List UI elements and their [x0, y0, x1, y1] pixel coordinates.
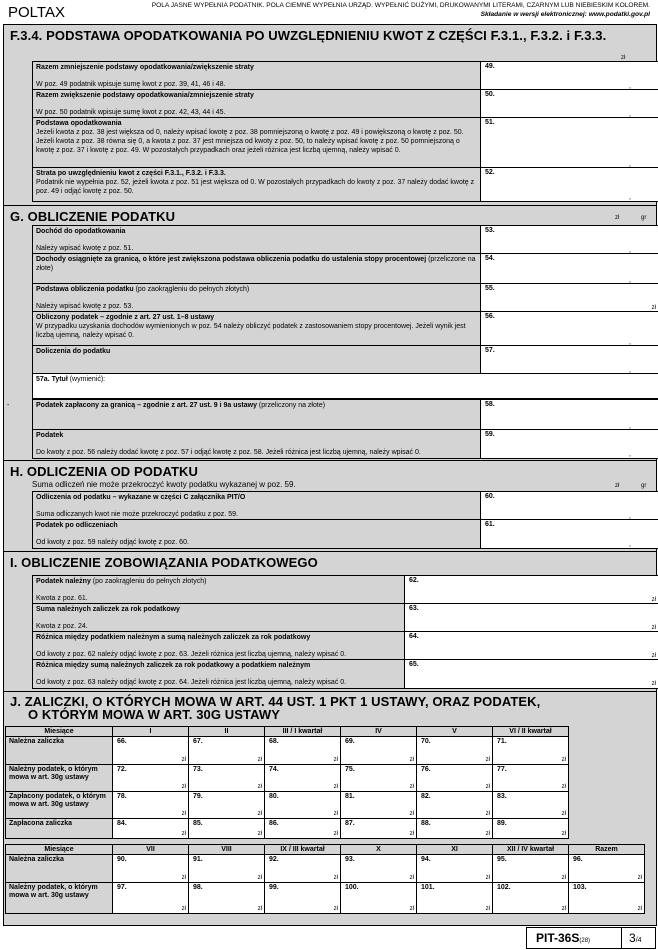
field-number: 66.: [117, 738, 127, 745]
unit-zl-label: zł: [651, 653, 656, 659]
decimal-comma: ,: [629, 277, 631, 284]
section-j: [3, 691, 657, 926]
advances-table: [5, 726, 569, 839]
amount-input[interactable]: [113, 819, 189, 839]
amount-input[interactable]: [481, 346, 658, 374]
amount-input[interactable]: [417, 819, 493, 839]
row-label: Dochód do opodatkowania: [36, 228, 126, 235]
form-row: [32, 519, 658, 549]
section-h-subtitle: Suma odliczeń nie może przekroczyć kwoty podatku wykazanej w poz. 59.: [32, 480, 296, 489]
section-g-title: G. OBLICZENIE PODATKU: [10, 209, 176, 224]
field-number: 61.: [485, 521, 495, 528]
decimal-comma: ,: [629, 541, 631, 548]
unit-zl-label: zł: [637, 875, 642, 881]
field-number: 103.: [573, 884, 587, 891]
row-instruction: Suma odliczanych kwot nie może przekroczyć podatku z poz. 59.: [36, 511, 238, 518]
form-row: [32, 253, 658, 285]
unit-zl-label: zł: [333, 811, 338, 817]
header-month: Razem: [569, 845, 645, 855]
unit-zl-label: zł: [333, 906, 338, 912]
unit-zl-label: zł: [485, 757, 490, 763]
field-number: 97.: [117, 884, 127, 891]
amount-input[interactable]: [481, 90, 658, 118]
unit-zl-label: zł: [561, 906, 566, 912]
amount-input[interactable]: [481, 284, 658, 312]
field-number: 60.: [485, 493, 495, 500]
unit-gr-label: gr: [641, 483, 647, 489]
amount-input[interactable]: [189, 855, 265, 883]
header-month: X: [341, 845, 417, 855]
row-label: Obliczony podatek – zgodnie z art. 27 ust. 1–8 ustawy: [36, 314, 215, 321]
amount-input[interactable]: [265, 792, 341, 819]
field-number: 62.: [409, 577, 419, 584]
table-header-row: [6, 845, 645, 855]
header-month: II: [189, 727, 265, 737]
form-row: [32, 603, 658, 633]
header-month: VIII: [189, 845, 265, 855]
amount-input[interactable]: [481, 254, 658, 284]
header-months: Miesiące: [6, 845, 113, 855]
amount-input[interactable]: [481, 168, 658, 201]
decimal-comma: ,: [629, 194, 631, 201]
field-number: 71.: [497, 738, 507, 745]
amount-input[interactable]: [265, 737, 341, 765]
amount-input[interactable]: [189, 792, 265, 819]
field-number: 96.: [573, 856, 583, 863]
amount-input[interactable]: [265, 819, 341, 839]
row-label-note: (przeliczone na złote): [36, 256, 476, 272]
decimal-comma: ,: [629, 423, 631, 430]
amount-input[interactable]: [265, 883, 341, 914]
unit-zl-label: zł: [257, 784, 262, 790]
field-number: 50.: [485, 91, 495, 98]
unit-zl-label: zł: [621, 55, 626, 61]
row-label: Odliczenia od podatku – wykazane w części C załącznika PIT/O: [36, 494, 246, 501]
field-number: 64.: [409, 633, 419, 640]
row-label: Należny podatek, o którym mowa w art. 30g ustawy: [6, 883, 113, 914]
field-number: 49.: [485, 63, 495, 70]
row-label: Podatek po odliczeniach: [36, 522, 118, 529]
amount-input[interactable]: [481, 118, 658, 168]
row-instruction: Kwota z poz. 61.: [36, 595, 88, 602]
section-j-title-line2: O KTÓRYM MOWA W ART. 30G USTAWY: [28, 707, 281, 722]
field-number: 84.: [117, 820, 127, 827]
table-row: [6, 792, 569, 819]
form-row: [32, 491, 658, 521]
row-instruction: Jeżeli kwota z poz. 38 jest większa od 0, należy wpisać kwotę z poz. 38 pomniejszoną o kwotę z poz. 49 i powiększoną o kwotę z poz. 50. Jeżeli kwota z poz. 38 równa się 0, a kwota z poz. 37 jest mniejsza od kwoty z poz. 50, to należy wpisać kwotę z poz. 50 pomniejszoną o kwotę z poz. 37 i kwotę z poz. 49. W pozostałych przypadkach oraz jeżeli różnica jest liczbą ujemną, należy wpisać 0.: [36, 129, 464, 154]
row-description: [33, 632, 405, 660]
unit-zl-label: zł: [637, 906, 642, 912]
form-row: [32, 89, 658, 119]
field-number: 87.: [345, 820, 355, 827]
decimal-comma: ,: [629, 339, 631, 346]
form-code: [536, 931, 590, 945]
field-number: 88.: [421, 820, 431, 827]
amount-input[interactable]: [341, 819, 417, 839]
row-label: Podstawa obliczenia podatku: [36, 286, 134, 293]
field-number: 85.: [193, 820, 203, 827]
unit-zl-label: zł: [615, 483, 620, 489]
field-number: 99.: [269, 884, 279, 891]
field-number: 70.: [421, 738, 431, 745]
unit-zl-label: zł: [485, 906, 490, 912]
field-number: 95.: [497, 856, 507, 863]
amount-input[interactable]: [113, 792, 189, 819]
amount-input[interactable]: [341, 855, 417, 883]
unit-zl-label: zł: [409, 831, 414, 837]
row-instruction: Podatnik nie wypełnia poz. 52, jeżeli kwota z poz. 51 jest większa od 0. W pozostałych przypadkach do kwoty z poz. 37 należy dodać kwotę z poz. 49 i odjąć kwotę z poz. 50.: [36, 179, 475, 195]
form-row: [32, 399, 658, 431]
row-description: [33, 118, 481, 168]
row-instruction: W przypadku uzyskania dochodów wymienionych w poz. 54 należy obliczyć podatek z zastosowaniem stopy procentowej. Jeżeli wynik jest liczbą ujemną, należy wpisać 0.: [36, 323, 466, 339]
row-label: Podatek należny: [36, 578, 91, 585]
amount-input[interactable]: [113, 883, 189, 914]
row-label: Strata po uwzględnieniu kwot z części F.3.1., F.3.2. i F.3.3.: [36, 170, 226, 177]
amount-input[interactable]: [405, 604, 658, 632]
unit-zl-label: zł: [561, 831, 566, 837]
unit-zl-label: zł: [485, 784, 490, 790]
unit-zl-label: zł: [181, 906, 186, 912]
unit-zl-label: zł: [181, 784, 186, 790]
row-instruction: Od kwoty z poz. 63 należy odjąć kwotę z poz. 64. Jeżeli różnica jest liczbą ujemną, należy wpisać 0.: [36, 679, 347, 686]
field-number: 102.: [497, 884, 511, 891]
row-label: Podstawa opodatkowania: [36, 120, 122, 127]
field-number: 94.: [421, 856, 431, 863]
field-number: 80.: [269, 793, 279, 800]
amount-input[interactable]: [341, 883, 417, 914]
row-description: [33, 430, 481, 458]
page-total: /4: [635, 937, 642, 944]
unit-zl-label: zł: [561, 875, 566, 881]
unit-zl-label: zł: [651, 305, 656, 311]
form-name: PIT-36S: [536, 931, 580, 945]
header-month: V: [417, 727, 493, 737]
field-number: 82.: [421, 793, 431, 800]
field-number: 67.: [193, 738, 203, 745]
title-57a-label: [36, 376, 105, 383]
field-number: 63.: [409, 605, 419, 612]
row-description: [33, 660, 405, 688]
header-month: VII: [113, 845, 189, 855]
amount-input[interactable]: [481, 430, 658, 458]
form-row: [32, 283, 658, 313]
amount-input[interactable]: [265, 855, 341, 883]
section-h: [3, 460, 657, 552]
title-57a-note: (wymienić):: [67, 376, 106, 383]
unit-zl-label: zł: [333, 831, 338, 837]
field-number: 83.: [497, 793, 507, 800]
header-line1: POLA JASNE WYPEŁNIA PODATNIK. POLA CIEMNE WYPEŁNIA URZĄD. WYPEŁNIĆ DUŻYMI, DRUKOWANYMI LITERAMI, CZARNYM LUB NIEBIESKIM KOLOREM.: [151, 2, 650, 9]
field-number: 92.: [269, 856, 279, 863]
row-description: [33, 400, 481, 430]
field-number: 90.: [117, 856, 127, 863]
decimal-comma: ,: [629, 161, 631, 168]
footer-divider: [621, 928, 622, 948]
field-number: 73.: [193, 766, 203, 773]
amount-input[interactable]: [189, 737, 265, 765]
unit-zl-label: zł: [485, 831, 490, 837]
row-label: Różnica między podatkiem należnym a sumą należnych zaliczek za rok podatkowy: [36, 634, 311, 641]
decimal-comma: ,: [629, 111, 631, 118]
form-row: [32, 575, 658, 605]
unit-zl-label: zł: [561, 811, 566, 817]
table-row: [6, 819, 569, 839]
field-number: 91.: [193, 856, 203, 863]
amount-input[interactable]: [481, 62, 658, 90]
field-number: 93.: [345, 856, 355, 863]
amount-input[interactable]: [417, 855, 493, 883]
amount-input[interactable]: [493, 737, 569, 765]
row-description: [33, 576, 405, 604]
table-header-row: [6, 727, 569, 737]
row-instruction: Od kwoty z poz. 62 należy odjąć kwotę z poz. 63. Jeżeli różnica jest liczbą ujemną, należy wpisać 0.: [36, 651, 347, 658]
amount-input[interactable]: [481, 492, 658, 520]
field-number: 100.: [345, 884, 359, 891]
field-number: 55.: [485, 285, 495, 292]
unit-zl-label: zł: [181, 757, 186, 763]
poltax-logo: POLTAX: [8, 4, 65, 21]
page-number: [629, 931, 642, 945]
row-label: Suma należnych zaliczek za rok podatkowy: [36, 606, 180, 613]
form-row: [32, 631, 658, 661]
amount-input[interactable]: [341, 792, 417, 819]
row-label-note: (po zaokrągleniu do pełnych złotych): [90, 578, 207, 585]
row-label: Należny podatek, o którym mowa w art. 30g ustawy: [6, 765, 113, 792]
row-label: Doliczenia do podatku: [36, 348, 111, 355]
amount-input[interactable]: [493, 855, 569, 883]
decimal-comma: ,: [629, 83, 631, 90]
amount-input[interactable]: [481, 520, 658, 548]
row-description: [33, 168, 481, 201]
row-label: Podatek zapłacony za granicą – zgodnie z art. 27 ust. 9 i 9a ustawy: [36, 402, 257, 409]
title-57a-number: 57a. Tytuł: [36, 376, 68, 383]
section-g: [3, 205, 657, 461]
unit-zl-label: zł: [409, 906, 414, 912]
header-month: XII / IV kwartał: [493, 845, 569, 855]
form-row: [32, 61, 658, 91]
field-number: 52.: [485, 169, 495, 176]
page-current: 3: [629, 931, 636, 945]
unit-zl-label: zł: [485, 875, 490, 881]
header-months: Miesiące: [6, 727, 113, 737]
section-j-title: J. ZALICZKI, O KTÓRYCH MOWA W ART. 44 UST. 1 PKT 1 USTAWY, ORAZ PODATEK,: [10, 694, 541, 709]
unit-zl-label: zł: [257, 906, 262, 912]
row-instruction: Do kwoty z poz. 56 należy dodać kwotę z poz. 57 i odjąć kwotę z poz. 58. Jeżeli różnica jest liczbą ujemną, należy wpisać 0.: [36, 449, 421, 456]
row-description: [33, 604, 405, 632]
row-label: Razem zmniejszenie podstawy opodatkowania/zwiększenie straty: [36, 64, 254, 71]
field-number: 72.: [117, 766, 127, 773]
field-number: 56.: [485, 313, 495, 320]
field-number: 59.: [485, 431, 495, 438]
section-i: [3, 551, 657, 692]
row-instruction: W poz. 49 podatnik wpisuje sumę kwot z poz. 39, 41, 46 i 48.: [36, 81, 226, 88]
decimal-comma: ,: [629, 451, 631, 458]
form-row: [32, 167, 658, 202]
row-description: [33, 62, 481, 90]
unit-zl-label: zł: [257, 875, 262, 881]
row-description: [33, 312, 481, 346]
row-label-note: (po zaokrągleniu do pełnych złotych): [133, 286, 250, 293]
form-row: [32, 225, 658, 255]
unit-zl-label: zł: [181, 811, 186, 817]
unit-zl-label: zł: [333, 784, 338, 790]
margin-dash: -: [7, 402, 10, 409]
field-number: 65.: [409, 661, 419, 668]
amount-input[interactable]: [265, 765, 341, 792]
amount-input[interactable]: [189, 819, 265, 839]
unit-zl-label: zł: [257, 811, 262, 817]
unit-gr-label: gr: [641, 215, 647, 221]
row-description: [33, 90, 481, 118]
unit-zl-label: zł: [651, 681, 656, 687]
form-row: [32, 345, 658, 375]
amount-input[interactable]: [113, 737, 189, 765]
row-label: Różnica między sumą należnych zaliczek za rok podatkowy a podatkiem należnym: [36, 662, 311, 669]
row-label-note: (przeliczony na złote): [256, 402, 326, 409]
field-number: 98.: [193, 884, 203, 891]
unit-zl-label: zł: [257, 757, 262, 763]
table-row: [6, 855, 645, 883]
row-label: Zapłacona zaliczka: [6, 819, 113, 839]
unit-zl-label: zł: [333, 875, 338, 881]
header-month: I: [113, 727, 189, 737]
header-month: III / I kwartał: [265, 727, 341, 737]
decimal-comma: ,: [629, 247, 631, 254]
row-label: Podatek: [36, 432, 64, 439]
amount-input[interactable]: [569, 883, 645, 914]
header-line2: Składanie w wersji elektronicznej: www.podatki.gov.pl: [480, 11, 650, 18]
field-number: 68.: [269, 738, 279, 745]
field-number: 69.: [345, 738, 355, 745]
table-row: [6, 883, 645, 914]
row-label: Razem zwiększenie podstawy opodatkowania/zmniejszenie straty: [36, 92, 254, 99]
amount-input[interactable]: [481, 312, 658, 346]
decimal-comma: ,: [629, 513, 631, 520]
amount-input[interactable]: [417, 765, 493, 792]
row-label: Zapłacony podatek, o którym mowa w art. 30g ustawy: [6, 792, 113, 819]
form-row: [32, 311, 658, 347]
amount-input[interactable]: [113, 855, 189, 883]
table-row: [6, 765, 569, 792]
row-description: [33, 492, 481, 520]
row-label: Należna zaliczka: [6, 737, 113, 765]
amount-input[interactable]: [481, 226, 658, 254]
section-f: [3, 24, 657, 206]
decimal-comma: ,: [629, 367, 631, 374]
unit-zl-label: zł: [181, 875, 186, 881]
unit-zl-label: zł: [561, 757, 566, 763]
header-instructions: [110, 1, 650, 19]
amount-input[interactable]: [493, 765, 569, 792]
amount-input[interactable]: [405, 660, 658, 688]
row-instruction: Należy wpisać kwotę z poz. 53.: [36, 303, 134, 310]
row-description: [33, 254, 481, 284]
amount-input[interactable]: [189, 765, 265, 792]
field-number: 75.: [345, 766, 355, 773]
row-instruction: Od kwoty z poz. 59 należy odjąć kwotę z poz. 60.: [36, 539, 189, 546]
amount-input[interactable]: [493, 792, 569, 819]
amount-input[interactable]: [417, 737, 493, 765]
row-description: [33, 284, 481, 312]
amount-input[interactable]: [405, 576, 658, 604]
unit-zl-label: zł: [651, 597, 656, 603]
header-month: VI / II kwartał: [493, 727, 569, 737]
section-f-title: F.3.4. PODSTAWA OPODATKOWANIA PO UWZGLĘDNIENIU KWOT Z CZĘŚCI F.3.1., F.3.2. i F.3.3.: [10, 28, 607, 43]
field-number: 79.: [193, 793, 203, 800]
advances-table: [5, 844, 645, 914]
amount-input[interactable]: [405, 632, 658, 660]
unit-zl-label: zł: [485, 811, 490, 817]
unit-zl-label: zł: [561, 784, 566, 790]
amount-input[interactable]: [493, 819, 569, 839]
form-row: [32, 429, 658, 459]
amount-input[interactable]: [417, 883, 493, 914]
row-description: [33, 346, 481, 374]
form-version: (28): [579, 938, 591, 944]
row-description: [33, 226, 481, 254]
amount-input[interactable]: [113, 765, 189, 792]
row-label: Należna zaliczka: [6, 855, 113, 883]
unit-zl-label: zł: [409, 875, 414, 881]
form-footer: [526, 927, 656, 949]
field-number: 51.: [485, 119, 495, 126]
amount-input[interactable]: [417, 792, 493, 819]
amount-input[interactable]: [341, 765, 417, 792]
row-description: [33, 520, 481, 548]
field-number: 74.: [269, 766, 279, 773]
field-number: 86.: [269, 820, 279, 827]
amount-input[interactable]: [493, 883, 569, 914]
table-row: [6, 737, 569, 765]
title-57a-input[interactable]: [32, 373, 658, 399]
field-number: 58.: [485, 401, 495, 408]
amount-input[interactable]: [189, 883, 265, 914]
row-instruction: Należy wpisać kwotę z poz. 51.: [36, 245, 134, 252]
row-instruction: Kwota z poz. 24.: [36, 623, 88, 630]
unit-zl-label: zł: [409, 757, 414, 763]
field-number: 81.: [345, 793, 355, 800]
unit-zl-label: zł: [615, 215, 620, 221]
field-number: 78.: [117, 793, 127, 800]
amount-input[interactable]: [569, 855, 645, 883]
field-number: 76.: [421, 766, 431, 773]
amount-input[interactable]: [341, 737, 417, 765]
field-number: 53.: [485, 227, 495, 234]
field-number: 57.: [485, 347, 495, 354]
unit-zl-label: zł: [409, 811, 414, 817]
field-number: 89.: [497, 820, 507, 827]
unit-zl-label: zł: [333, 757, 338, 763]
field-number: 77.: [497, 766, 507, 773]
section-h-title: H. ODLICZENIA OD PODATKU: [10, 464, 199, 479]
field-number: 101.: [421, 884, 435, 891]
unit-zl-label: zł: [409, 784, 414, 790]
unit-zl-label: zł: [651, 625, 656, 631]
form-row: [32, 117, 658, 169]
header-month: XI: [417, 845, 493, 855]
row-label: Dochody osiągnięte za granicą, o które jest zwiększona podstawa obliczenia podatku do ustalenia stopy procentowej: [36, 256, 427, 263]
section-i-title: I. OBLICZENIE ZOBOWIĄZANIA PODATKOWEGO: [10, 555, 318, 570]
amount-input[interactable]: [481, 400, 658, 430]
field-number: 54.: [485, 255, 495, 262]
header-month: IV: [341, 727, 417, 737]
form-row: [32, 659, 658, 689]
row-instruction: W poz. 50 podatnik wpisuje sumę kwot z poz. 42, 43, 44 i 45.: [36, 109, 226, 116]
header-month: IX / III kwartał: [265, 845, 341, 855]
unit-zl-label: zł: [257, 831, 262, 837]
unit-zl-label: zł: [181, 831, 186, 837]
